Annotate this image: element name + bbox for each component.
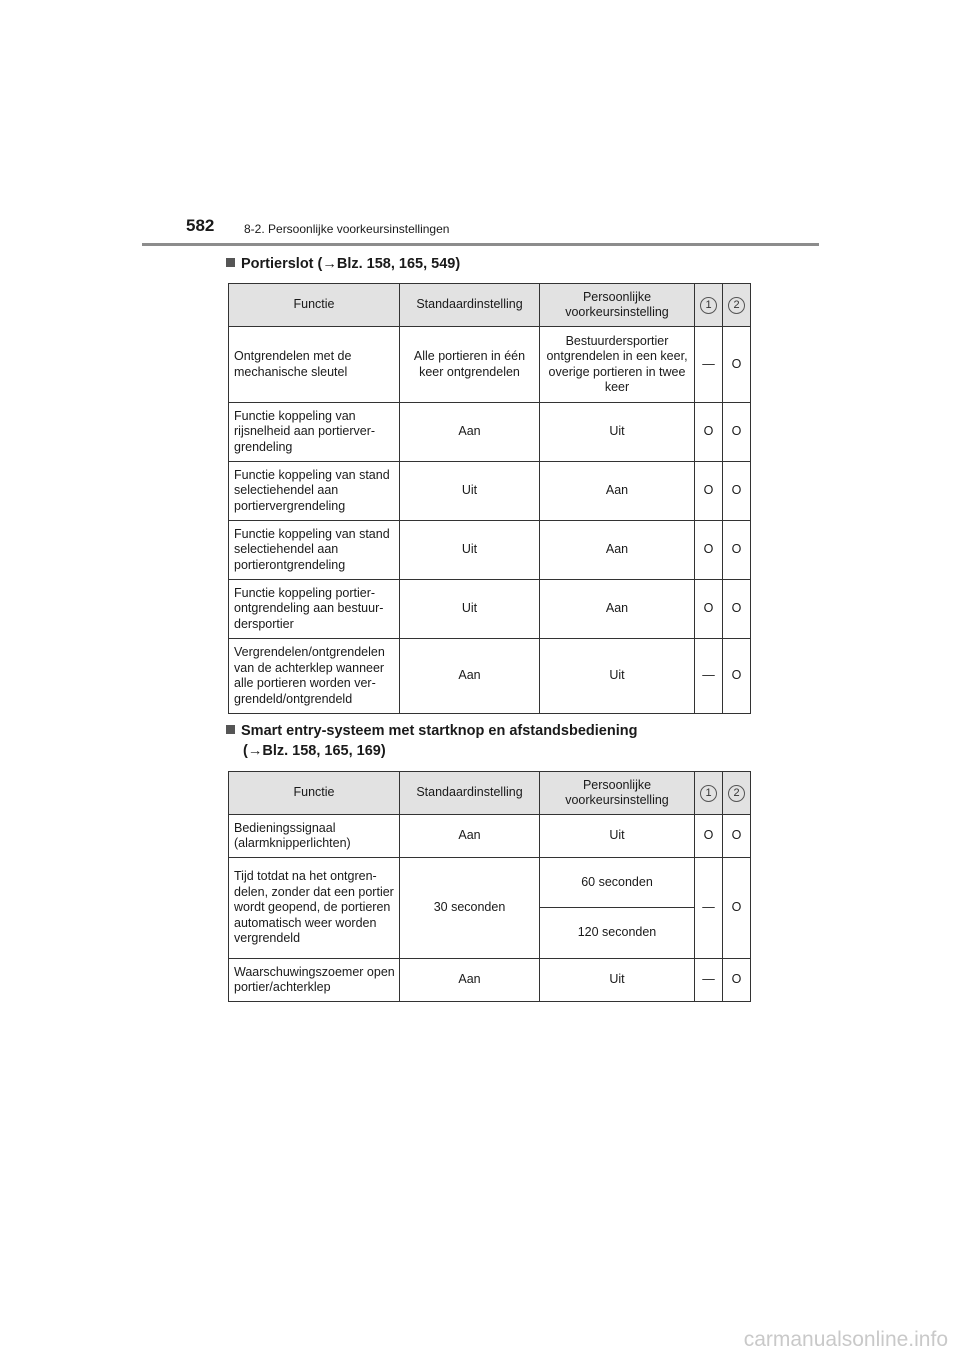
table-row: Waarschuwingszoemer open portier/achterklep Aan Uit — O — [229, 959, 751, 1002]
section-title: 8-2. Persoonlijke voorkeursinstellingen — [244, 222, 450, 236]
header-num1 — [695, 772, 723, 815]
table-row: 120 seconden — [229, 908, 751, 959]
table-row: Tijd totdat na het ontgren-delen, zonder dat een portier wordt geopend, de portieren automatisch weer worden vergrendeld 30 seconden 60 seconden — O — [229, 858, 751, 908]
header-personal: Persoonlijke voorkeursinstelling — [540, 284, 695, 327]
page-number: 582 — [186, 216, 215, 235]
table-row: Functie koppeling van stand selectiehendel aan portierontgrendeling Uit Aan O O — [229, 521, 751, 580]
header-num1 — [695, 284, 723, 327]
table-row: Vergrendelen/ontgrendelen van de achterklep wanneer alle portieren worden ver-grendeld/ontgrendeld Aan Uit — O — [229, 639, 751, 714]
circled-1-icon: 1 — [700, 297, 717, 314]
circled-2-icon: 2 — [728, 297, 745, 314]
header-num2 — [723, 772, 751, 815]
circled-1-icon: 1 — [700, 785, 717, 802]
table-row: Functie koppeling van rijsnelheid aan portierver-grendeling Aan Uit O O — [229, 403, 751, 462]
table-row: Functie koppeling van stand selectiehendel aan portiervergrendeling Uit Aan O O — [229, 462, 751, 521]
square-bullet-icon — [226, 258, 235, 267]
square-bullet-icon — [226, 725, 235, 734]
arrow-icon: → — [322, 256, 337, 272]
header-function: Functie — [229, 772, 400, 815]
arrow-icon: → — [247, 743, 263, 759]
watermark: carmanualsonline.info — [743, 1328, 948, 1351]
smart-entry-table — [228, 771, 751, 1002]
section1-heading: Portierslot (→Blz. 158, 165, 549) — [226, 254, 460, 274]
header-personal: Persoonlijke voorkeursinstelling — [540, 772, 695, 815]
header-num2 — [723, 284, 751, 327]
header-rule — [142, 243, 819, 246]
header-default: Standaardinstelling — [400, 284, 540, 327]
table-header-row — [229, 284, 751, 327]
header-function: Functie — [229, 284, 400, 327]
table-row: Bedieningssignaal (alarmknipperlichten) Aan Uit O O — [229, 815, 751, 858]
section2-heading: Smart entry-systeem met startknop en afstandsbediening (→Blz. 158, 165, 169) — [226, 721, 637, 761]
circled-2-icon: 2 — [728, 785, 745, 802]
table-header-row — [229, 772, 751, 815]
header-default: Standaardinstelling — [400, 772, 540, 815]
table-row: Ontgrendelen met de mechanische sleutel Alle portieren in één keer ontgrendelen Bestuurdersportier ontgrendelen in een keer, overige portieren in twee keer — O — [229, 327, 751, 403]
table-row: Functie koppeling portier-ontgrendeling aan bestuur-dersportier Uit Aan O O — [229, 580, 751, 639]
door-lock-table — [228, 283, 751, 714]
